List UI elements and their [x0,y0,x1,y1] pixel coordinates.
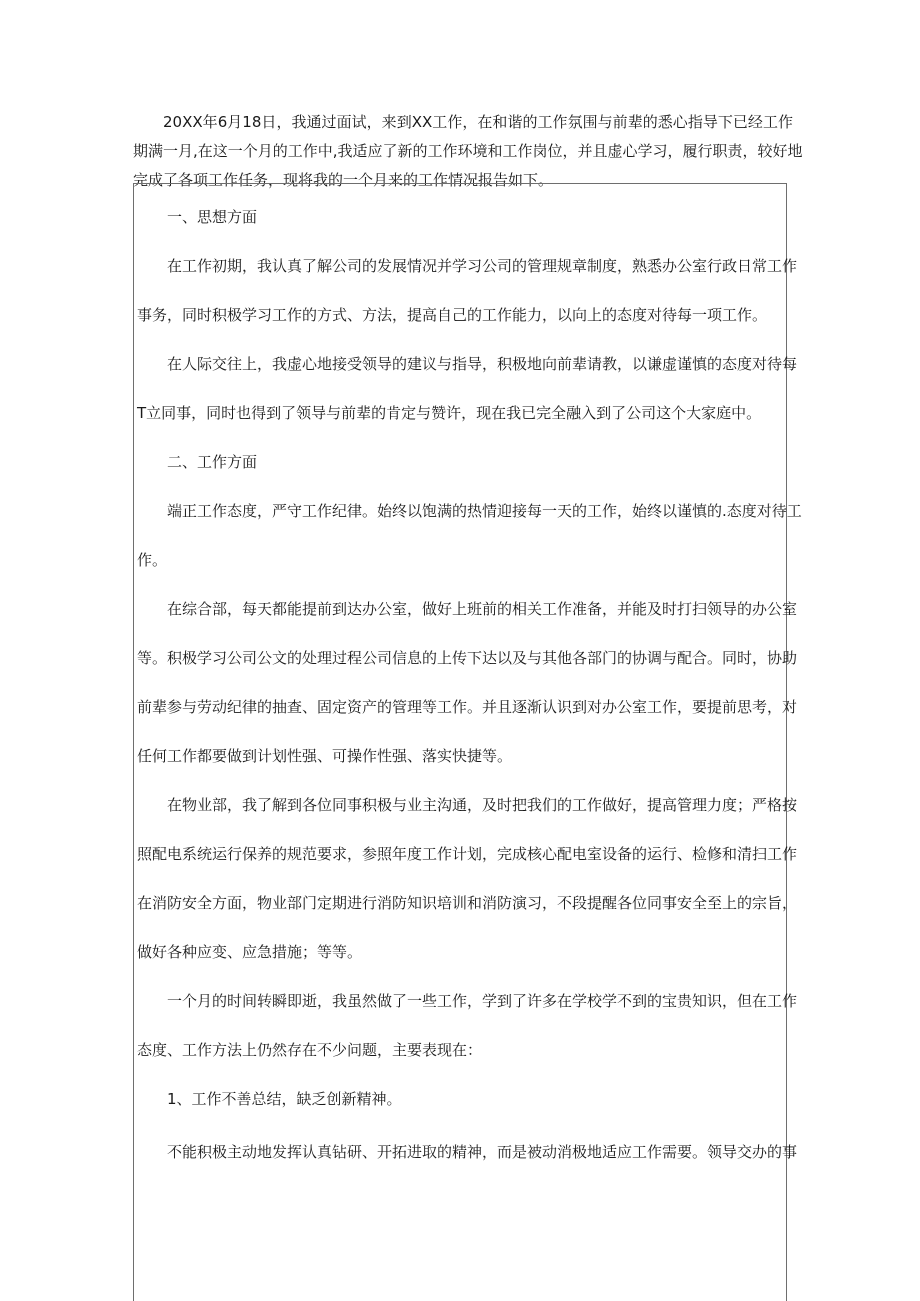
paragraph [137,1137,798,1167]
paragraph-line: 一个月的时间转瞬即逝，我虽然做了一些工作，学到了许多在学校学不到的宝贵知识，但在工作 [167,992,798,1010]
paragraph-line: 在人际交往上，我虚心地接受领导的建议与指导，积极地向前辈请教，以谦虚谨慎的态度对待每 [167,355,798,373]
paragraph [137,251,798,330]
paragraph-line: 事务，同时积极学习工作的方式、方法，提高自己的工作能力，以向上的态度对待每一项工作。 [137,306,768,324]
paragraph-line: 在消防安全方面，物业部门定期进行消防知识培训和消防演习，不段提醒各位同事安全至上的宗旨， [137,894,798,912]
paragraph-line: T立同事，同时也得到了领导与前辈的肯定与赞许，现在我已完全融入到了公司这个大家庭中。 [137,404,762,422]
paragraph-line: 在物业部，我了解到各位同事积极与业主沟通，及时把我们的工作做好，提高管理力度；严格按 [167,796,798,814]
paragraph [137,594,798,771]
paragraph-line: 前辈参与劳动纪律的抽查、固定资产的管理等工作。并且逐渐认识到对办公室工作，要提前思考，对 [137,698,798,716]
paragraph-line: 任何工作都要做到计划性强、可操作性强、落实快捷等。 [137,747,513,765]
numbered-item-heading: 1、工作不善总结，缺乏创新精神。 [167,1090,402,1108]
paragraph-line: 不能积极主动地发挥认真钻研、开拓进取的精神，而是被动消极地适应工作需要。领导交办的事 [167,1143,798,1161]
intro-line: 完成了各项工作任务，现将我的一个月来的工作情况报告如下。 [133,171,554,189]
intro-line: 20XX年6月18日，我通过面试，来到XX工作，在和谐的工作氛围与前辈的悉心指导下已经工作 [163,113,793,131]
intro-line: 期满一月,在这一个月的工作中,我适应了新的工作环境和工作岗位，并且虚心学习，履行职责，较好地 [133,142,803,160]
paragraph-line: 等。积极学习公司公文的处理过程公司信息的上传下达以及与其他各部门的协调与配合。同时，协助 [137,649,798,667]
intro-paragraph [133,108,803,195]
paragraph-line: 态度、工作方法上仍然存在不少问题，主要表现在： [137,1041,483,1059]
paragraph-line: 在工作初期，我认真了解公司的发展情况并学习公司的管理规章制度，熟悉办公室行政日常工作 [167,257,798,275]
paragraph [137,349,798,428]
section-heading-work: 二、工作方面 [167,453,258,471]
paragraph [137,790,798,967]
paragraph [137,496,802,575]
section-heading-thoughts: 一、思想方面 [167,208,258,226]
paragraph-line: 端正工作态度，严守工作纪律。始终以饱满的热情迎接每一天的工作，始终以谨慎的.态度对待工 [167,502,802,520]
paragraph [137,986,798,1065]
document-body [137,202,802,1186]
paragraph-line: 照配电系统运行保养的规范要求，参照年度工作计划，完成核心配电室设备的运行、检修和清扫工作 [137,845,798,863]
paragraph-line: 在综合部，每天都能提前到达办公室，做好上班前的相关工作准备，并能及时打扫领导的办公室 [167,600,798,618]
paragraph-line: 作。 [137,551,168,569]
paragraph-line: 做好各种应变、应急措施；等等。 [137,943,363,961]
